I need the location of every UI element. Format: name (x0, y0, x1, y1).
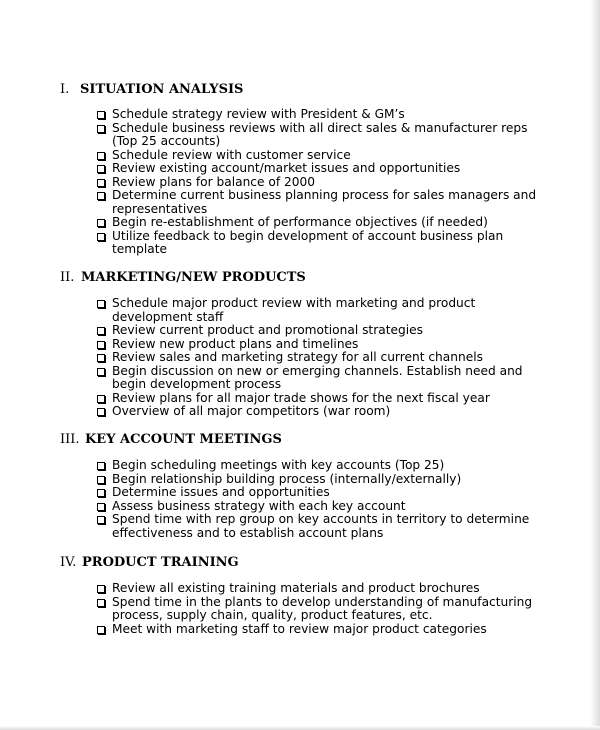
item-text: Overview of all major competitors (war room) (112, 404, 391, 418)
checkbox-icon (97, 219, 105, 227)
section-product-training (60, 555, 540, 636)
page-edge-shadow (0, 726, 600, 730)
checkbox-icon (97, 341, 105, 349)
item-text: Begin scheduling meetings with key accounts (Top 25) (112, 458, 445, 472)
checkbox-icon (97, 626, 105, 634)
checklist-item (60, 176, 540, 190)
checklist (60, 582, 540, 636)
checklist (60, 297, 540, 419)
checklist-item (60, 405, 540, 419)
item-text: Review plans for balance of 2000 (112, 174, 316, 189)
item-text: Determine issues and opportunities (112, 485, 330, 499)
checklist-item (60, 486, 540, 500)
checklist-item (60, 338, 540, 352)
checklist-item (60, 459, 540, 473)
item-text: Review existing account/market issues and opportunities (112, 161, 461, 175)
item-text: Review new product plans and timelines (112, 336, 359, 351)
checklist-item (60, 230, 540, 257)
item-text: Assess business strategy with each key account (112, 498, 406, 513)
section-title: PRODUCT TRAINING (82, 555, 239, 570)
checkbox-icon (97, 327, 105, 335)
checkbox-icon (97, 395, 105, 403)
checkbox-icon (97, 408, 105, 416)
checklist-item (60, 351, 540, 365)
checklist-item (60, 189, 540, 216)
item-text: Schedule business reviews with all direct sales & manufacturer reps (112, 120, 528, 135)
item-text: Review all existing training materials and product brochures (112, 581, 480, 595)
checklist-item (60, 324, 540, 338)
section-title: MARKETING/NEW PRODUCTS (81, 270, 306, 285)
item-text-continued: representatives (112, 201, 208, 216)
checklist-item (60, 297, 540, 324)
section-heading (60, 82, 540, 98)
checklist-item (60, 623, 540, 637)
checkbox-icon (97, 516, 105, 524)
checkbox-icon (97, 165, 105, 173)
item-text: Schedule review with customer service (112, 147, 351, 162)
section-numeral: II. (60, 270, 75, 285)
checkbox-icon (97, 152, 105, 160)
item-text: Utilize feedback to begin development of account business plan (112, 228, 504, 243)
checkbox-icon (97, 489, 105, 497)
checkbox-icon (97, 599, 105, 607)
checklist-item (60, 500, 540, 514)
item-text: Determine current business planning process for sales managers and (112, 188, 537, 202)
checklist-item (60, 473, 540, 487)
checklist-item (60, 216, 540, 230)
section-marketing-new-products (60, 270, 540, 419)
checkbox-icon (97, 179, 105, 187)
item-text-continued: template (112, 242, 168, 256)
checkbox-icon (97, 585, 105, 593)
item-text-continued: process, supply chain, quality, product features, etc. (112, 608, 433, 622)
section-title: KEY ACCOUNT MEETINGS (85, 432, 282, 447)
checklist-item (60, 582, 540, 596)
page-edge-shadow (590, 0, 600, 730)
item-text: Review plans for all major trade shows for the next fiscal year (112, 390, 490, 405)
section-heading (60, 555, 540, 571)
checkbox-icon (97, 354, 105, 362)
checkbox-icon (97, 300, 105, 308)
checklist-item (60, 392, 540, 406)
checkbox-icon (97, 192, 105, 200)
checklist-item (60, 122, 540, 149)
section-numeral: III. (60, 432, 80, 447)
checklist-item (60, 162, 540, 176)
checkbox-icon (97, 125, 105, 133)
section-heading (60, 270, 540, 286)
section-situation-analysis (60, 82, 540, 257)
item-text-continued: development staff (112, 309, 224, 324)
item-text: Review sales and marketing strategy for all current channels (112, 350, 483, 364)
item-text-continued: begin development process (112, 377, 282, 391)
section-title: SITUATION ANALYSIS (80, 82, 244, 97)
item-text: Begin relationship building process (internally/externally) (112, 471, 462, 486)
checklist-item (60, 108, 540, 122)
checkbox-icon (97, 462, 105, 470)
item-text: Schedule strategy review with President & GM’s (112, 107, 405, 121)
item-text: Schedule major product review with marketing and product (112, 296, 476, 310)
section-numeral: I. (60, 82, 70, 97)
checkbox-icon (97, 111, 105, 119)
checklist-item (60, 596, 540, 623)
item-text: Spend time with rep group on key accounts in territory to determine (112, 512, 530, 526)
item-text-continued: (Top 25 accounts) (112, 134, 221, 148)
checklist (60, 459, 540, 540)
section-key-account-meetings (60, 432, 540, 540)
checkbox-icon (97, 503, 105, 511)
item-text: Begin re-establishment of performance objectives (if needed) (112, 215, 488, 229)
item-text: Review current product and promotional strategies (112, 323, 423, 337)
checklist (60, 108, 540, 257)
checklist-item (60, 149, 540, 163)
section-numeral: IV. (60, 555, 77, 570)
checkbox-icon (97, 368, 105, 376)
item-text: Begin discussion on new or emerging channels. Establish need and (112, 363, 523, 378)
checkbox-icon (97, 233, 105, 241)
checklist-item (60, 513, 540, 540)
checkbox-icon (97, 476, 105, 484)
section-heading (60, 432, 540, 448)
checklist-item (60, 365, 540, 392)
item-text-continued: effectiveness and to establish account plans (112, 525, 384, 540)
item-text: Meet with marketing staff to review major product categories (112, 621, 487, 636)
item-text: Spend time in the plants to develop understanding of manufacturing (112, 594, 533, 609)
